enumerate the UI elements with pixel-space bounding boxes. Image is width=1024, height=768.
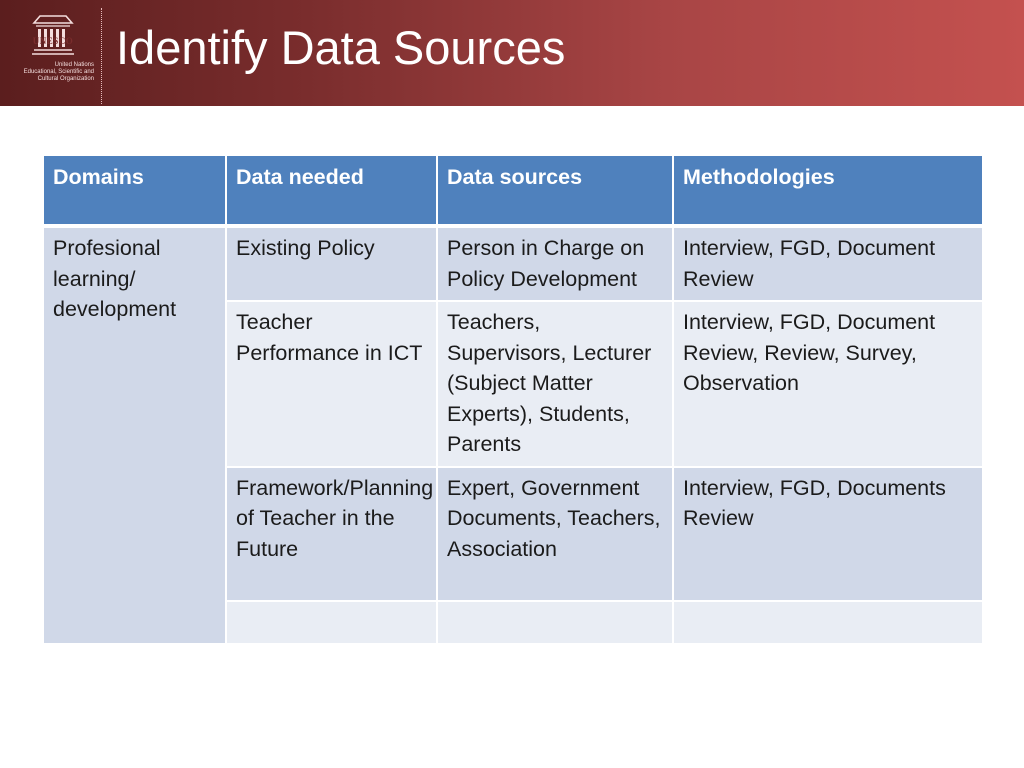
org-line-2: Educational, Scientific and	[23, 69, 94, 75]
data-sources-cell	[437, 601, 673, 644]
methodologies-cell	[673, 601, 983, 644]
data-sources-cell: Expert, Government Documents, Teachers, Association	[437, 467, 673, 601]
slide-title: Identify Data Sources	[116, 21, 566, 74]
organization-name	[2, 62, 94, 83]
header-divider	[101, 8, 102, 104]
header-data-needed: Data needed	[226, 155, 437, 226]
methodologies-cell: Interview, FGD, Document Review, Review, Survey, Observation	[673, 301, 983, 467]
org-line-1: United Nations	[54, 62, 94, 68]
methodologies-cell: Interview, FGD, Document Review	[673, 226, 983, 301]
unesco-logo-text: UNESCO	[32, 36, 74, 46]
methodologies-cell: Interview, FGD, Documents Review	[673, 467, 983, 601]
data-needed-cell: Teacher Performance in ICT	[226, 301, 437, 467]
domain-cell: Profesional learning/ development	[43, 226, 226, 644]
table-row	[43, 226, 983, 301]
data-sources-cell: Teachers, Supervisors, Lecturer (Subject Matter Experts), Students, Parents	[437, 301, 673, 467]
table-header-row	[43, 155, 983, 226]
data-sources-table	[42, 154, 984, 645]
data-needed-cell	[226, 601, 437, 644]
data-needed-cell: Existing Policy	[226, 226, 437, 301]
slide-header	[0, 0, 1024, 106]
header-domains: Domains	[43, 155, 226, 226]
data-needed-cell: Framework/Planning of Teacher in the Future	[226, 467, 437, 601]
header-methodologies: Methodologies	[673, 155, 983, 226]
org-line-3: Cultural Organization	[37, 76, 94, 82]
header-data-sources: Data sources	[437, 155, 673, 226]
data-sources-cell: Person in Charge on Policy Development	[437, 226, 673, 301]
